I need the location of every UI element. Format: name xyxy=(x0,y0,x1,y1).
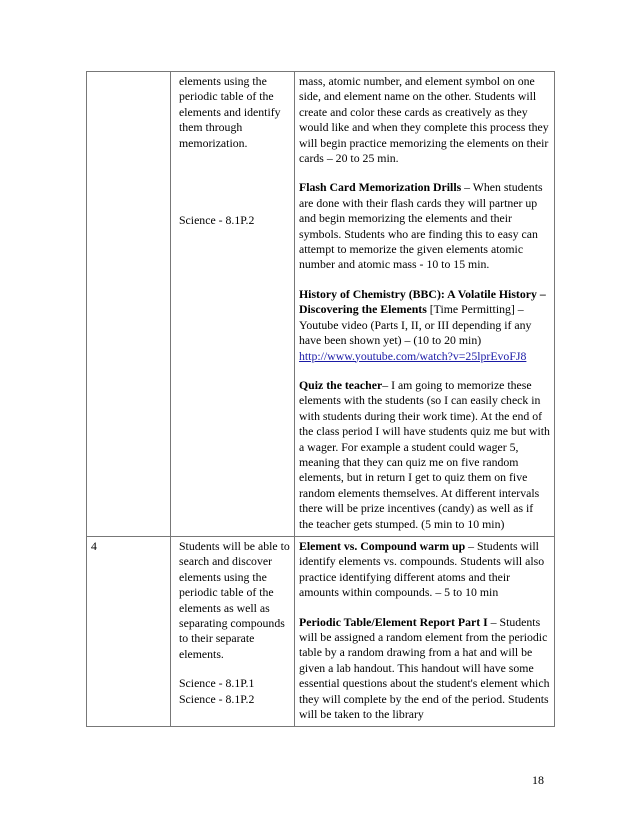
youtube-link[interactable]: http://www.youtube.com/watch?v=25lprEvoFJ8 xyxy=(299,348,527,363)
activity-text: – Students will identify elements vs. compounds. Students will also practice identifying different atoms and their amounts within compounds. – 5 to 10 min xyxy=(299,538,545,600)
activity-title: Element vs. Compound warm up xyxy=(299,538,466,553)
day-cell xyxy=(87,536,171,726)
activity-text: – Students will be assigned a random element from the periodic table by a random drawing from a hat and will be given a lab handout. This handout will have some essential questions about the student's element which they will complete by the end of the period. Students will be taken to the library xyxy=(299,614,550,722)
day-number: 4 xyxy=(91,538,97,553)
activity-title: Quiz the teacher xyxy=(299,377,383,392)
activity-title: Flash Card Memorization Drills xyxy=(299,180,462,195)
day-cell xyxy=(87,72,171,537)
activities-cell xyxy=(295,536,555,726)
objective-cell xyxy=(171,72,295,537)
activity-text: – I am going to memorize these elements with the students (so I can easily check in with students during their work time). At the end of the class period I will have students quiz me but with a wager. For example a student could wager 5, meaning that they can quiz me on five random elements, but in return I get to quiz them on five random elements themselves. At different intervals there will be prize incentives (candy) as well as if the teacher gets stumped. (5 min to 10 min) xyxy=(299,377,550,531)
activity-paragraph xyxy=(299,539,550,601)
activity-paragraph xyxy=(299,378,550,532)
activity-paragraph xyxy=(299,74,550,166)
objective-text: elements using the periodic table of the elements and identify them through memorization. xyxy=(179,74,281,150)
lesson-plan-table xyxy=(86,71,555,727)
page-number: 18 xyxy=(532,773,544,787)
activity-title: Periodic Table/Element Report Part I xyxy=(299,614,488,629)
standard-label: Science - 8.1P.2 xyxy=(179,213,255,228)
activities-cell xyxy=(295,72,555,537)
table-row xyxy=(87,536,555,726)
objective-text: Students will be able to search and discover elements using the periodic table of the elements as well as separating compounds to their separate elements. xyxy=(179,538,290,661)
activity-text: [Time Permitting] – Youtube video (Parts I, II, or III depending if any have been shown yet) – (10 to 20 min) xyxy=(299,302,532,348)
objective-cell xyxy=(171,536,295,726)
activity-paragraph xyxy=(299,615,550,723)
standard-label: Science - 8.1P.2 xyxy=(179,691,255,706)
activity-text: mass, atomic number, and element symbol on one side, and element name on the other. Students will create and color these cards as creatively as they would like and when they complete this process they will begin practice memorizing the elements on their cards – 20 to 25 min. xyxy=(299,74,549,166)
activity-paragraph xyxy=(299,287,550,364)
standard-label: Science - 8.1P.1 xyxy=(179,676,255,691)
activity-title: History of Chemistry (BBC): A Volatile History – Discovering the Elements xyxy=(299,286,546,317)
activity-paragraph xyxy=(299,180,550,272)
table-row xyxy=(87,72,555,537)
activity-text: – When students are done with their flash cards they will partner up and begin memorizing the elements and their symbols. Students who are finding this to easy can attempt to memorize the given elements atomic number and atomic mass - 10 to 15 min. xyxy=(299,180,543,272)
